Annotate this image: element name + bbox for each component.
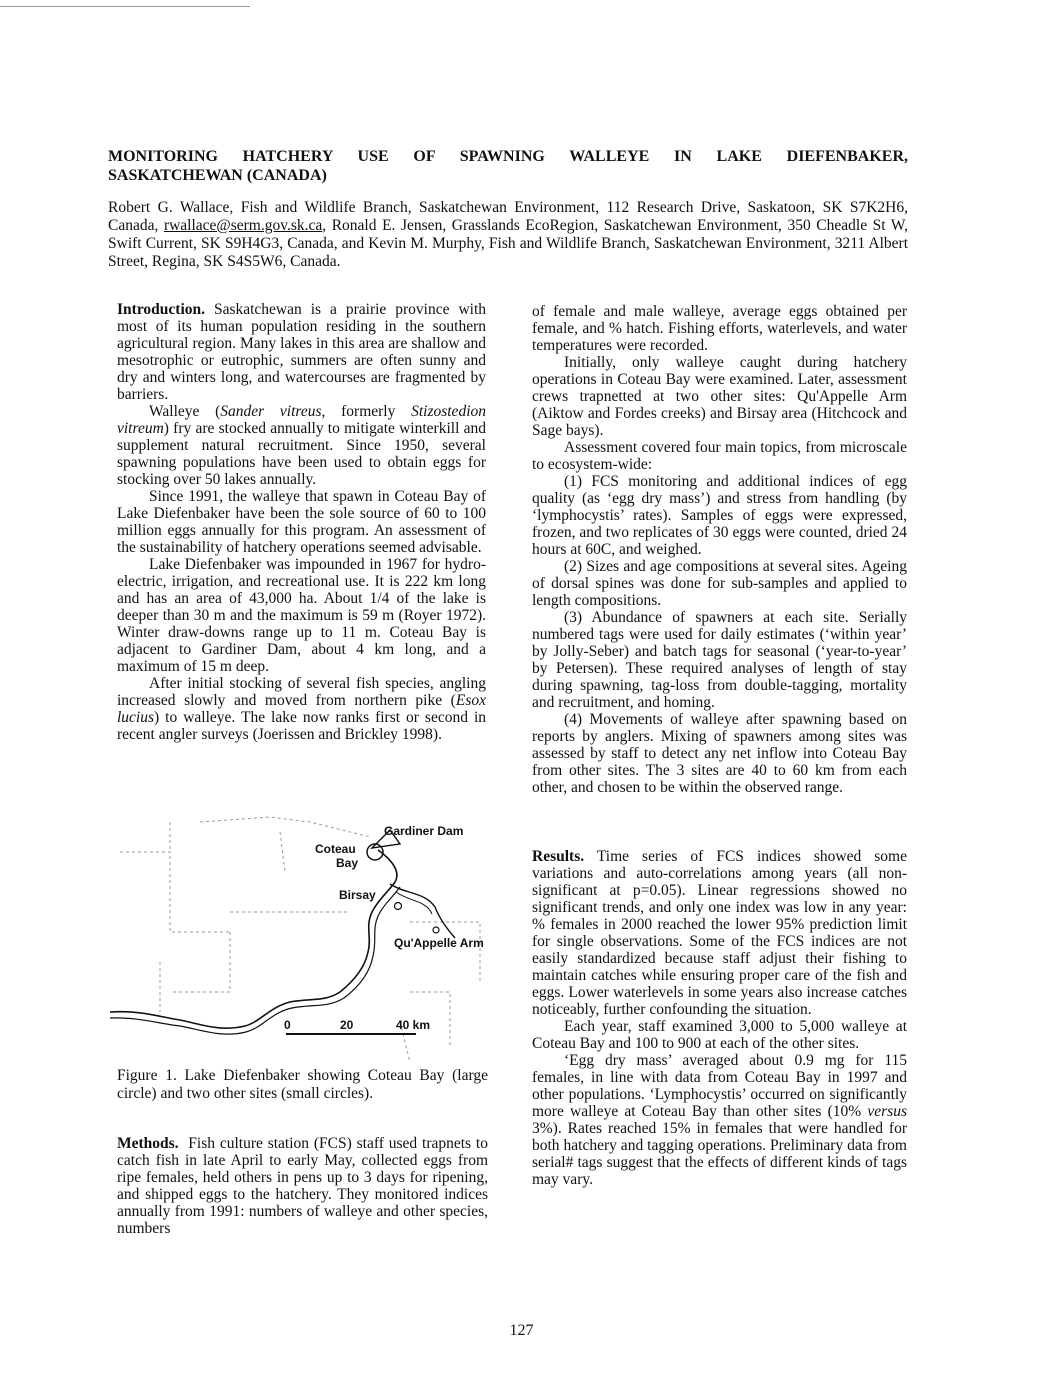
methods-paragraph-5: (2) Sizes and age compositions at several sites. Ageing of dorsal spines was done for sub-samples and applied to length compositions. [532, 558, 907, 609]
top-rule [0, 6, 250, 7]
qu-appelle-arm-channel [390, 884, 455, 938]
methods-paragraph-4: (1) FCS monitoring and additional indices of egg quality (as ‘egg dry mass’) and stress from handling (by ‘lymphocystis’ rates). Samples of eggs were expressed, frozen, and two replicates of 30 eggs were counted, dried 24 hours at 60C, and weighed. [532, 473, 907, 558]
results-paragraph-1 [532, 848, 907, 1018]
intro-paragraph-2 [117, 403, 486, 488]
paper-title [108, 147, 908, 185]
author-affiliations [108, 199, 908, 271]
intro-p5-a: After initial stocking of several fish species, angling increased slowly and moved from northern pike ( [117, 675, 486, 709]
results-p3-versus: versus [867, 1103, 907, 1120]
results-p1-text: Time series of FCS indices showed some variations and auto-correlations among years (all non-significant at p=0.05). Linear regressions showed no significant trends, and only one index was low in any year: % females in 2000 reached the lower 95% prediction limit for single observations. Some of the FCS indices are not easily standardized because staff adjust their fishing to maintain catches while ensuring proper care of the fish and eggs. Lower waterlevels in some years also increase catches noticeably, further confounding the situation. [532, 848, 907, 1018]
intro-p2-sci2: Stizostedion vitreum [117, 403, 486, 437]
qu-appelle-site-circle [433, 927, 439, 933]
methods-paragraph-1 [117, 1135, 492, 1237]
results-section [532, 848, 907, 1188]
results-paragraph-2: Each year, staff examined 3,000 to 5,000 walleye at Coteau Bay and 100 to 900 at each of the other sites. [532, 1018, 907, 1052]
page-number: 127 [509, 1322, 534, 1339]
authors-text-1: Robert G. Wallace, Fish and Wildlife Branch, Saskatchewan Environment, 112 Research Drive, Saskatoon, SK S7K2H6, Canada, [108, 199, 908, 234]
qu-appelle-arm-shore [396, 892, 432, 914]
results-heading: Results. [532, 848, 585, 865]
intro-paragraph-4: Lake Diefenbaker was impounded in 1967 for hydro-electric, irrigation, and recreational use. It is 222 km long and has an area of 43,000 ha. About 1/4 of the lake is deeper than 30 m and the maximum is 59 m (Royer 1972). Winter draw-downs range up to 11 m. Coteau Bay is adjacent to Gardiner Dam, about 4 km long, and a maximum of 15 m deep. [117, 556, 486, 675]
lake-shore-south [110, 887, 400, 1034]
boundary-line [280, 832, 285, 872]
methods-continued [532, 303, 907, 796]
intro-paragraph-5 [117, 675, 486, 743]
gardiner-dam-label: Gardiner Dam [384, 824, 464, 838]
scale-label-0: 0 [284, 1018, 291, 1032]
bay-label: Bay [336, 856, 359, 870]
introduction-heading: Introduction. [117, 301, 205, 318]
intro-p2-b: , formerly [321, 403, 412, 420]
boundary-line [410, 922, 480, 982]
lake-map-figure [110, 812, 500, 1067]
boundary-line [170, 932, 230, 992]
figure-caption: Figure 1. Lake Diefenbaker showing Coteau Bay (large circle) and two other sites (small circles). [117, 1067, 488, 1102]
intro-p5-b: ) to walleye. The lake now ranks first or second in recent angler surveys (Joerissen and Brickley 1998). [117, 709, 486, 743]
methods-section [117, 1135, 492, 1237]
authors-text-2: , Ronald E. Jensen, Grasslands EcoRegion, Saskatchewan Environment, 350 Cheadle St W, Swift Current, SK S9H4G3, Canada, and Kevin M. Murphy, Fish and Wildlife Branch, Saskatchewan Environment, 3211 Albert Street, Regina, SK S4S5W6, Canada. [108, 217, 908, 270]
intro-p1-text: Saskatchewan is a prairie province with most of its human population residing in the southern agricultural region. Many lakes in this area are shallow and mesotrophic or eutrophic, summers are often sunny and dry and winters long, and watercourses are fragmented by barriers. [117, 301, 486, 403]
boundary-line [200, 817, 370, 837]
intro-paragraph-3: Since 1991, the walleye that spawn in Coteau Bay of Lake Diefenbaker have been the sole source of 60 to 100 million eggs annually for this program. An assessment of the sustainability of hatchery operations seemed advisable. [117, 488, 486, 556]
boundary-line [120, 852, 230, 932]
birsay-site-circle [395, 903, 402, 910]
results-paragraph-3 [532, 1052, 907, 1188]
lake-shore-north [110, 850, 397, 1028]
results-p3-b: 3%). Rates reached 15% in females that were handled for both hatchery and tagging operations. Preliminary data from serial# tags suggest that the effects of different kinds of tags may vary. [532, 1120, 907, 1188]
scale-label-40: 40 km [396, 1018, 431, 1032]
methods-heading: Methods. [117, 1135, 179, 1152]
methods-paragraph-3: Assessment covered four main topics, from microscale to ecosystem-wide: [532, 439, 907, 473]
methods-paragraph-6: (3) Abundance of spawners at each site. Serially numbered tags were used for daily estimates (‘within year’ by Jolly-Seber) and batch tags for seasonal (‘year-to-year’ by Petersen). These required analyses of length of stay during spawning, tag-loss from double-tagging, mortality and recruitment, and homing. [532, 609, 907, 711]
intro-p2-sci1: Sander vitreus [220, 403, 322, 420]
qu-appelle-arm-label: Qu'Appelle Arm [394, 936, 484, 950]
intro-paragraph-1 [117, 301, 486, 403]
intro-p2-c: ) fry are stocked annually to mitigate winterkill and supplement natural recruitment. Since 1950, several spawning populations have been used to obtain eggs for stocking over 50 lakes annually. [117, 420, 486, 488]
methods-p1-text: Fish culture station (FCS) staff used trapnets to catch fish in late April to early May, collected eggs from ripe females, held others in pens up to 3 days for ripening, and shipped eggs to the hatchery. They monitored indices annually from 1991: numbers of walleye and other species, numbers [117, 1135, 492, 1237]
scale-label-20: 20 [340, 1018, 354, 1032]
coteau-label: Coteau [315, 842, 356, 856]
author-email-link[interactable]: rwallace@serm.gov.sk.ca [163, 217, 323, 234]
methods-paragraph-2: Initially, only walleye caught during hatchery operations in Coteau Bay were examined. Later, assessment crews trapnetted at two other sites: Qu'Appelle Arm (Aiktow and Fordes creeks) and Birsay area (Hitchcock and Sage bays). [532, 354, 907, 439]
title-line-1: MONITORING HATCHERY USE OF SPAWNING WALLEYE IN LAKE DIEFENBAKER, [108, 148, 908, 165]
introduction-section [117, 301, 486, 743]
intro-p5-sci: Esox lucius [117, 692, 486, 726]
title-line-2: SASKATCHEWAN (CANADA) [108, 167, 327, 184]
results-p3-a: ‘Egg dry mass’ averaged about 0.9 mg for 115 females, in line with data from Coteau Bay in 1997 and other populations. ‘Lymphocystis’ occurred on significantly more walleye at Coteau Bay than other sites (10% [532, 1052, 907, 1120]
intro-p2-a: Walleye ( [149, 403, 221, 420]
birsay-label: Birsay [339, 888, 376, 902]
methods-paragraph-1-cont: of female and male walleye, average eggs obtained per female, and % hatch. Fishing efforts, waterlevels, and water temperatures were recorded. [532, 303, 907, 354]
methods-paragraph-7: (4) Movements of walleye after spawning based on reports by anglers. Mixing of spawners among sites was assessed by staff to detect any net inflow into Coteau Bay from other sites. The 3 sites are 40 to 60 km from each other, and chosen to be within the observed range. [532, 711, 907, 796]
